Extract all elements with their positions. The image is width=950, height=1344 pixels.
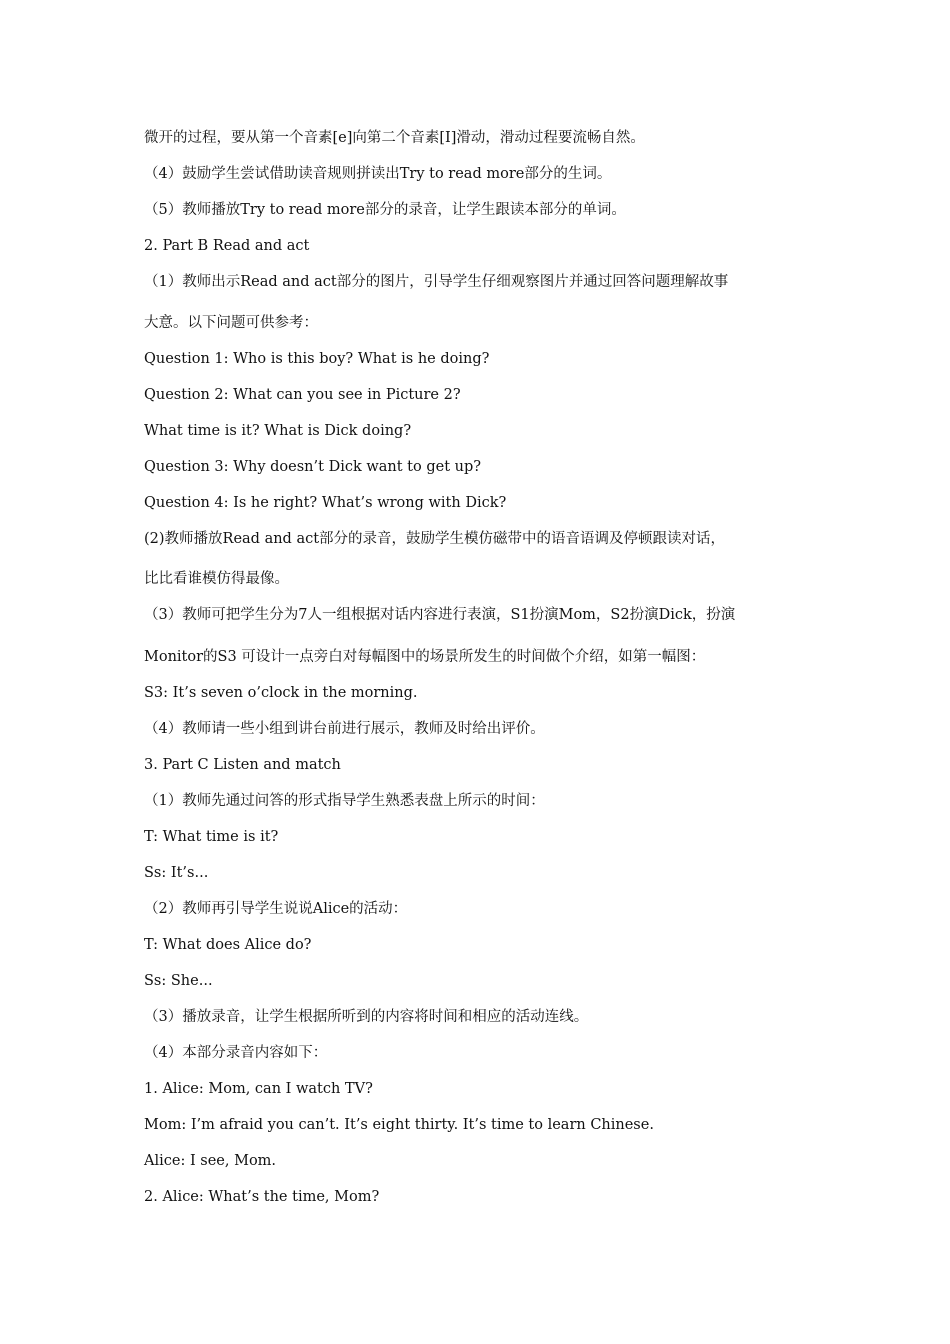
text-line: Ss: She... [144,973,213,989]
text-line: （4）鼓励学生尝试借助读音规则拼读出Try to read more部分的生词。 [144,166,612,182]
text-line: （1）教师出示Read and act部分的图片，引导学生仔细观察图片并通过回答问题理解故事 [144,274,729,290]
text-line: （1）教师先通过问答的形式指导学生熟悉表盘上所示的时间： [144,793,545,809]
text-line: Question 1: Who is this boy? What is he doing? [144,351,490,367]
text-line: What time is it? What is Dick doing? [144,423,412,439]
text-line: 2. Alice: What’s the time, Mom? [144,1189,380,1205]
text-line: Question 3: Why doesn’t Dick want to get up? [144,459,482,475]
text-line: Alice: I see, Mom. [144,1153,277,1169]
section-heading: 2. Part B Read and act [144,238,310,254]
text-line: （4）教师请一些小组到讲台前进行展示，教师及时给出评价。 [144,721,545,737]
text-line: 1. Alice: Mom, can I watch TV? [144,1081,373,1097]
text-line: Monitor的S3 可设计一点旁白对每幅图中的场景所发生的时间做个介绍，如第一幅图： [144,649,706,665]
text-line: （3）教师可把学生分为7人一组根据对话内容进行表演，S1扮演Mom，S2扮演Dick，扮演 [144,607,736,623]
text-line: 比比看谁模仿得最像。 [144,571,289,587]
text-line: （4）本部分录音内容如下： [144,1045,328,1061]
text-line: Question 2: What can you see in Picture 2? [144,387,461,403]
text-line: Mom: I’m afraid you can’t. It’s eight thirty. It’s time to learn Chinese. [144,1117,654,1133]
text-line: （3）播放录音，让学生根据所听到的内容将时间和相应的活动连线。 [144,1009,589,1025]
text-line: T: What time is it? [144,829,279,845]
text-line: T: What does Alice do? [144,937,312,953]
text-line: 微开的过程，要从第一个音素[e]向第二个音素[I]滑动，滑动过程要流畅自然。 [144,130,645,146]
text-line: （2）教师再引导学生说说Alice的活动： [144,901,408,917]
text-line: S3: It’s seven o’clock in the morning. [144,685,418,701]
text-line: Ss: It’s... [144,865,209,881]
text-line: (2)教师播放Read and act部分的录音，鼓励学生模仿磁带中的语音语调及停顿跟读对话， [144,531,726,547]
text-line: 大意。以下问题可供参考： [144,315,318,331]
text-line: （5）教师播放Try to read more部分的录音，让学生跟读本部分的单词。 [144,202,626,218]
text-line: Question 4: Is he right? What’s wrong with Dick? [144,495,507,511]
section-heading: 3. Part C Listen and match [144,757,341,773]
